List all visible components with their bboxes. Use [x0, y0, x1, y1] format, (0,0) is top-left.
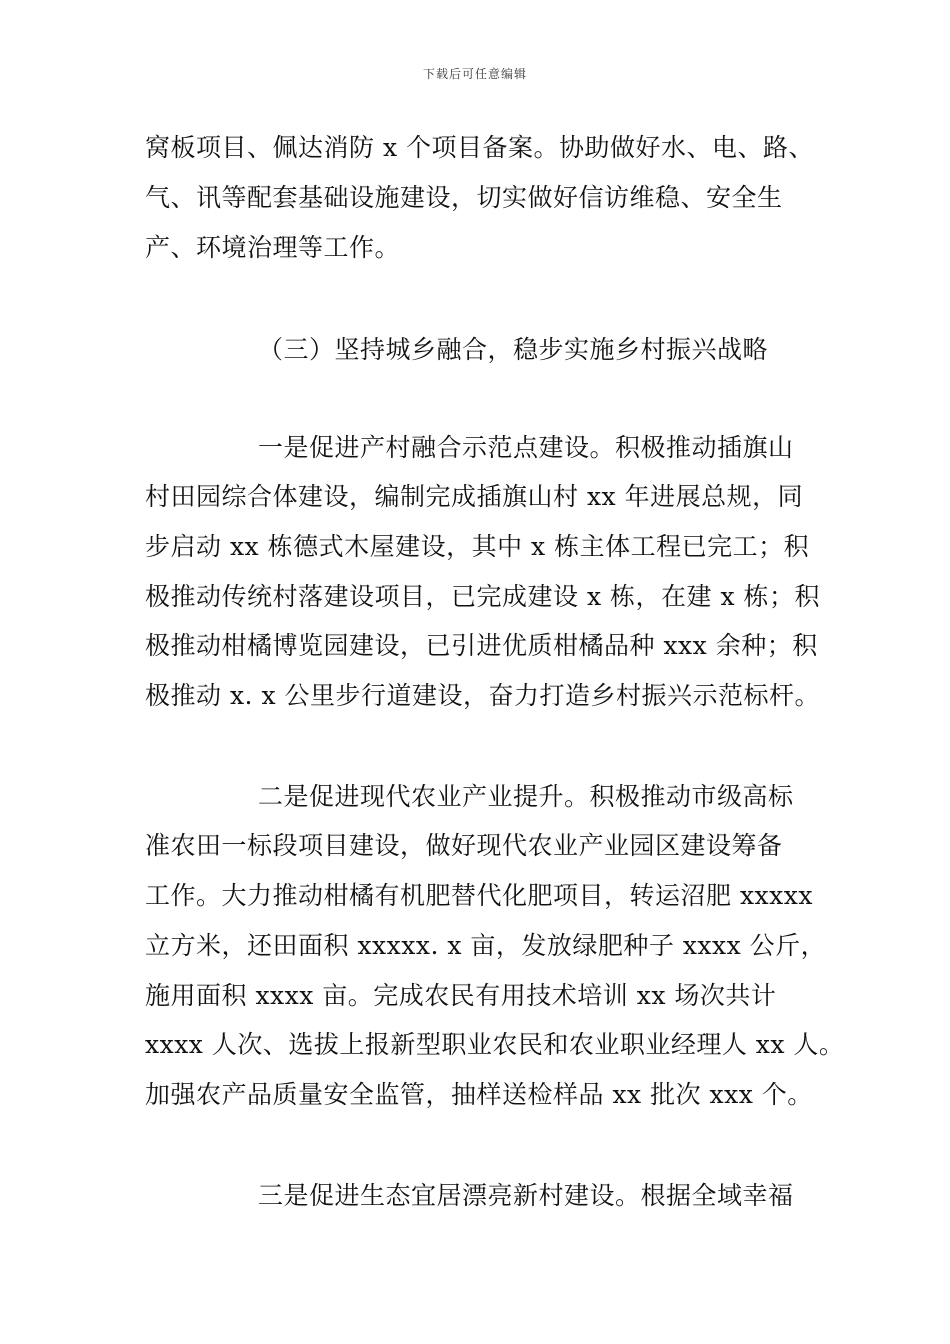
paragraph-line: 步启动 xx 栋德式木屋建设，其中 x 栋主体工程已完工；积 [145, 532, 810, 561]
paragraph-line: 产、环境治理等工作。 [145, 233, 401, 262]
section-heading: （三）坚持城乡融合，稳步实施乡村振兴战略 [258, 335, 769, 364]
paragraph-line: 立方米，还田面积 xxxxx. x 亩，发放绿肥种子 xxxx 公斤， [145, 931, 827, 960]
paragraph-line: 窝板项目、佩达消防 x 个项目备案。协助做好水、电、路、 [145, 133, 814, 162]
paragraph-line: 村田园综合体建设，编制完成插旗山村 xx 年进展总规，同 [145, 482, 804, 511]
paragraph-line: 一是促进产村融合示范点建设。积极推动插旗山 [258, 433, 794, 462]
paragraph-line: xxxx 人次、选拔上报新型职业农民和农业职业经理人 xx 人。 [145, 1030, 845, 1059]
paragraph-line: 三是促进生态宜居漂亮新村建设。根据全域幸福 [258, 1181, 794, 1210]
paragraph-line: 二是促进现代农业产业提升。积极推动市级高标 [258, 782, 794, 811]
paragraph-line: 极推动柑橘博览园建设，已引进优质柑橘品种 xxx 余种；积 [145, 631, 818, 660]
paragraph-line: 施用面积 xxxx 亩。完成农民有用技术培训 xx 场次共计 [145, 981, 777, 1010]
paragraph-line: 准农田一标段项目建设，做好现代农业产业园区建设筹备 [145, 831, 783, 860]
paragraph-line: 工作。大力推动柑橘有机肥替代化肥项目，转运沼肥 xxxxx [145, 881, 813, 910]
paragraph-line: 极推动 x. x 公里步行道建设，奋力打造乡村振兴示范标杆。 [145, 681, 820, 710]
paragraph-line: 气、讯等配套基础设施建设，切实做好信访维稳、安全生 [145, 183, 783, 212]
paragraph-line: 加强农产品质量安全监管，抽样送检样品 xx 批次 xxx 个。 [145, 1080, 813, 1109]
page-header: 下载后可任意编辑 [422, 67, 527, 81]
paragraph-line: 极推动传统村落建设项目，已完成建设 x 栋，在建 x 栋；积 [145, 582, 820, 611]
